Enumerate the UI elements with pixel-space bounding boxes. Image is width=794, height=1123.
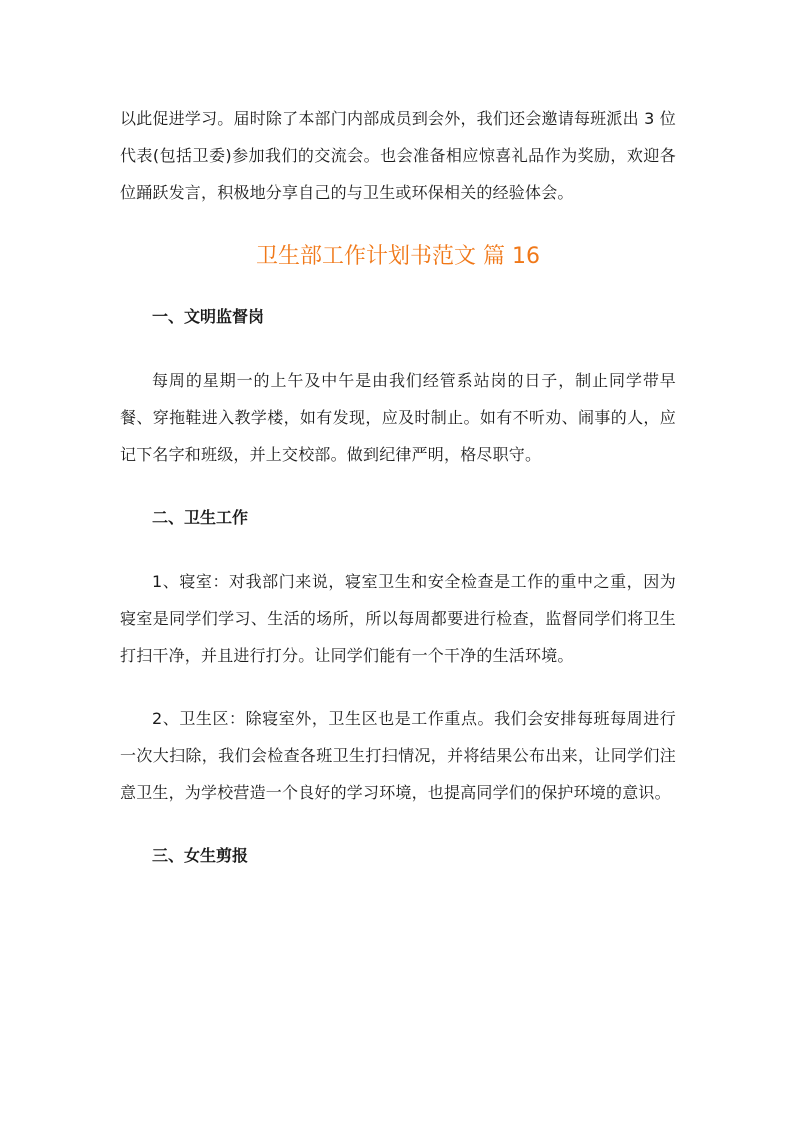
document-body	[120, 100, 676, 901]
section-2	[120, 503, 676, 811]
section-paragraph: 1、寝室：对我部门来说，寝室卫生和安全检查是工作的重中之重，因为寝室是同学们学习、生活的场所，所以每周都要进行检查，监督同学们将卫生打扫干净，并且进行打分。让同学们能有一个干净的生活环境。	[120, 572, 676, 665]
section-paragraph: 每周的星期一的上午及中午是由我们经管系站岗的日子，制止同学带早餐、穿拖鞋进入教学楼，如有发现，应及时制止。如有不听劝、闹事的人，应记下名字和班级，并上交校部。做到纪律严明，格尽职守。	[120, 371, 676, 464]
article-title: 卫生部工作计划书范文 篇 16	[256, 244, 540, 269]
section-heading: 二、卫生工作	[152, 508, 249, 527]
intro-paragraph: 以此促进学习。届时除了本部门内部成员到会外，我们还会邀请每班派出 3 位代表(包括卫委)参加我们的交流会。也会准备相应惊喜礼品作为奖励，欢迎各位踊跃发言，积极地分享自己的与卫生或环保相关的经验体会。	[120, 109, 676, 202]
section-1	[120, 302, 676, 473]
section-paragraph: 2、卫生区：除寝室外，卫生区也是工作重点。我们会安排每班每周进行一次大扫除，我们会检查各班卫生打扫情况，并将结果公布出来，让同学们注意卫生，为学校营造一个良好的学习环境，也提高同学们的保护环境的意识。	[120, 709, 676, 802]
section-3	[120, 841, 676, 871]
section-heading: 一、文明监督岗	[152, 307, 265, 326]
section-heading: 三、女生剪报	[152, 846, 249, 865]
